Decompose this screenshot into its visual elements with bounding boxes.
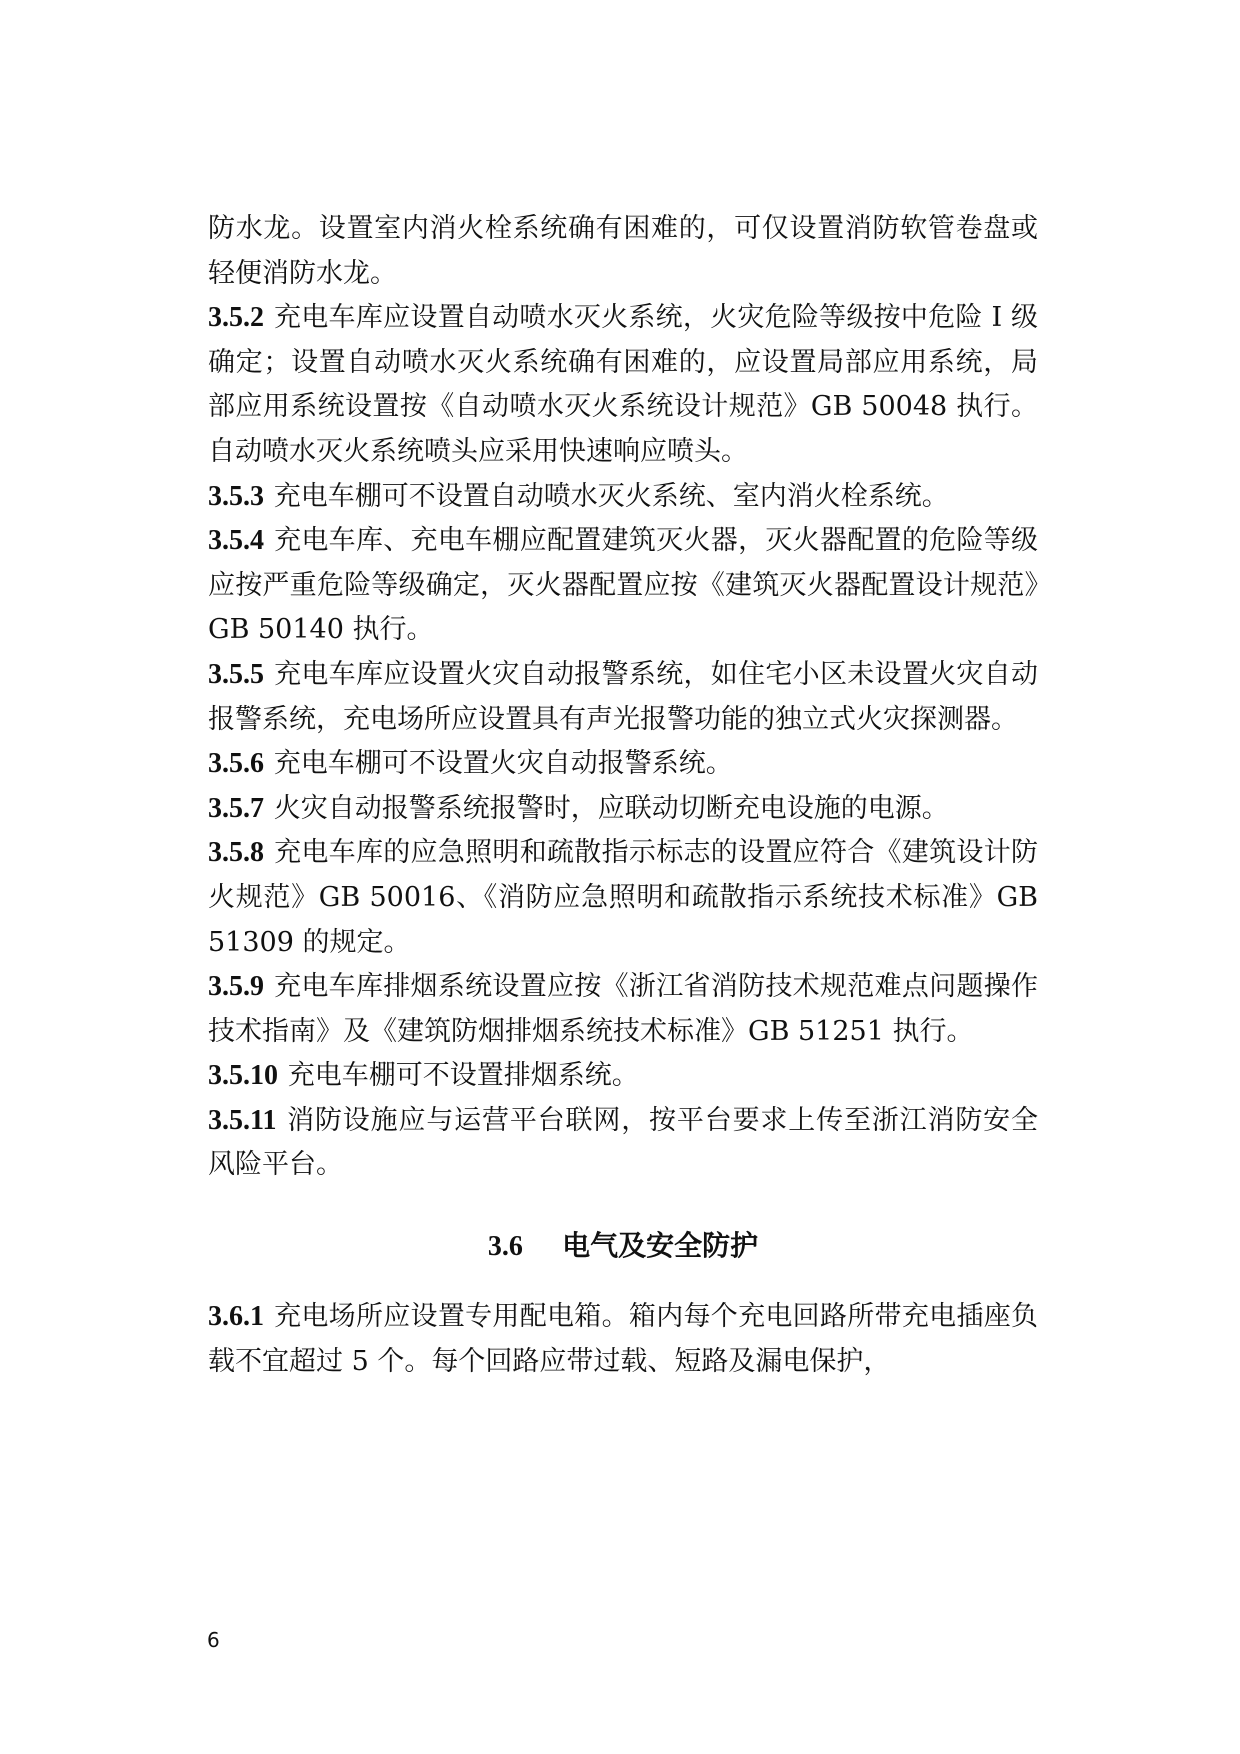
clause-3-5-9 xyxy=(208,965,1038,1054)
page-body xyxy=(208,207,1038,1384)
section-heading xyxy=(208,1224,1038,1269)
clause-3-5-4 xyxy=(208,519,1038,653)
clause-3-5-5 xyxy=(208,653,1038,742)
clause-number: 3.5.7 xyxy=(208,792,264,824)
clause-3-5-6 xyxy=(208,742,1038,787)
clause-text: 火灾自动报警系统报警时，应联动切断充电设施的电源。 xyxy=(273,792,949,824)
clause-3-5-8 xyxy=(208,831,1038,965)
clause-text: 充电车库、充电车棚应配置建筑灭火器，灭火器配置的危险等级应按严重危险等级确定，灭火器配置应按《建筑灭火器配置设计规范》GB 50140 执行。 xyxy=(208,525,1038,646)
section-number: 3.6 xyxy=(487,1231,523,1263)
clause-text: 消防设施应与运营平台联网，按平台要求上传至浙江消防安全风险平台。 xyxy=(208,1104,1038,1181)
page-number: 6 xyxy=(207,1628,220,1652)
clause-3-6-1 xyxy=(208,1295,1038,1384)
clause-text: 充电车棚可不设置自动喷水灭火系统、室内消火栓系统。 xyxy=(273,480,949,512)
clause-3-5-10 xyxy=(208,1054,1038,1099)
section-title: 电气及安全防护 xyxy=(562,1229,759,1263)
clause-3-5-7 xyxy=(208,787,1038,832)
clause-number: 3.5.11 xyxy=(208,1104,277,1136)
clause-number: 3.5.10 xyxy=(208,1060,278,1092)
clause-text: 充电车棚可不设置排烟系统。 xyxy=(287,1060,639,1092)
clause-number: 3.5.2 xyxy=(208,302,264,334)
clause-number: 3.5.4 xyxy=(208,525,264,557)
clause-text: 充电车库应设置自动喷水灭火系统，火灾危险等级按中危险 I 级确定；设置自动喷水灭火系统确有困难的，应设置局部应用系统，局部应用系统设置按《自动喷水灭火系统设计规范》GB 50048 执行。自动喷水灭火系统喷头应采用快速响应喷头。 xyxy=(208,302,1038,467)
clause-text: 充电车棚可不设置火灾自动报警系统。 xyxy=(273,748,733,780)
clause-number: 3.5.8 xyxy=(208,837,264,869)
clause-text: 充电场所应设置专用配电箱。箱内每个充电回路所带充电插座负载不宜超过 5 个。每个回路应带过载、短路及漏电保护， xyxy=(208,1301,1038,1377)
clause-number: 3.5.9 xyxy=(208,971,264,1003)
continuation-paragraph: 防水龙。设置室内消火栓系统确有困难的，可仅设置消防软管卷盘或轻便消防水龙。 xyxy=(208,213,1038,289)
clause-number: 3.6.1 xyxy=(208,1301,264,1333)
clause-3-5-3 xyxy=(208,475,1038,520)
clause-text: 充电车库应设置火灾自动报警系统，如住宅小区未设置火灾自动报警系统，充电场所应设置具有声光报警功能的独立式火灾探测器。 xyxy=(208,658,1038,735)
clause-text: 充电车库排烟系统设置应按《浙江省消防技术规范难点问题操作技术指南》及《建筑防烟排烟系统技术标准》GB 51251 执行。 xyxy=(208,971,1038,1047)
clause-number: 3.5.3 xyxy=(208,480,264,512)
clause-3-5-2 xyxy=(208,296,1038,474)
clause-number: 3.5.5 xyxy=(208,658,264,690)
clause-number: 3.5.6 xyxy=(208,748,264,780)
clause-text: 充电车库的应急照明和疏散指示标志的设置应符合《建筑设计防火规范》GB 50016、《消防应急照明和疏散指示系统技术标准》GB 51309 的规定。 xyxy=(208,837,1038,958)
clause-3-5-11 xyxy=(208,1099,1038,1188)
